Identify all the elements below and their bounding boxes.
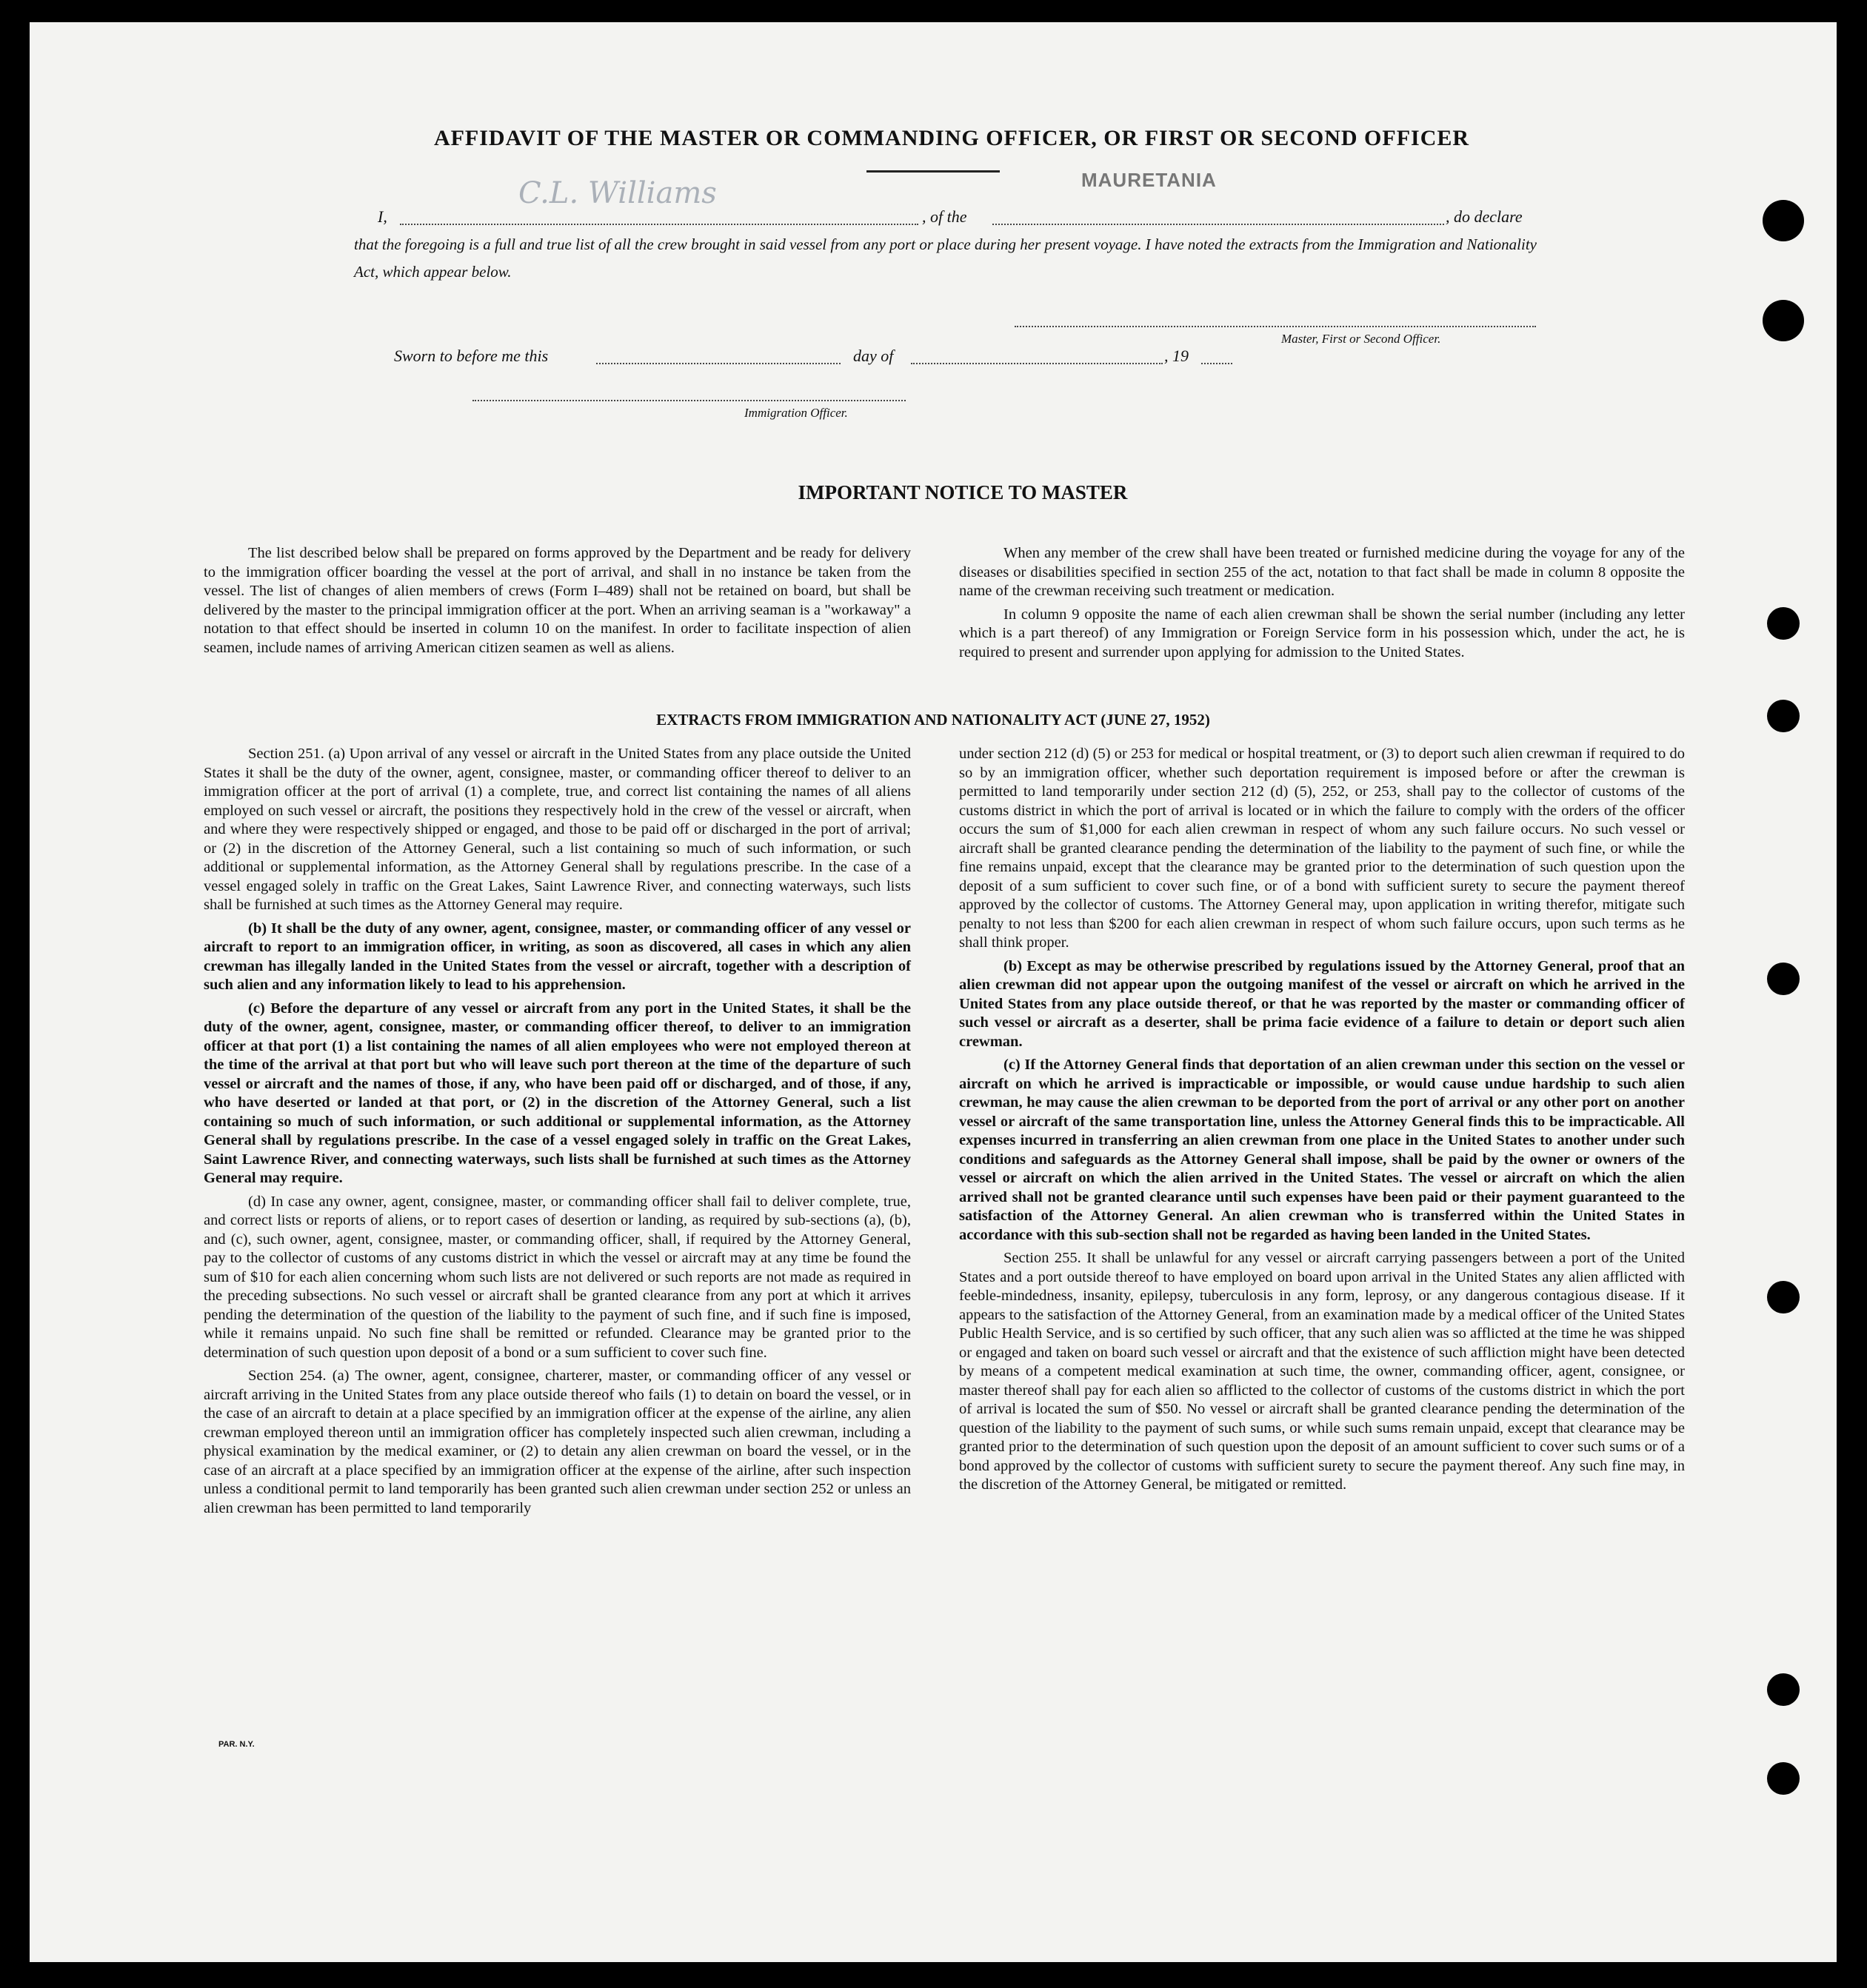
punch-hole [1767, 1281, 1800, 1313]
section-255: Section 255. It shall be unlawful for any vessel or aircraft carrying passengers between a port of the United States and a port outside thereof to have employed on board upon arrival in the United States any alien afflicted with feeble-mindedness, insanity, epilepsy, tuberculosis in any form, leprosy, or any dangerous contagious disease. If it appears to the satisfaction of the Attorney General, from an examination made by a medical officer of the United States Public Health Service, and is so certified by such officer, that any such alien was so afflicted at the time he was shipped or engaged and taken on board such vessel or aircraft and that the existence of such affliction might have been detected by means of a competent medical examination at such time, the owner, commanding officer, agent, consignee, or master thereof shall pay for each alien so afflicted to the collector of customs of the customs district in which the port of arrival is located the sum of $50. No vessel or aircraft shall be granted clearance pending the determination of the question of the liability to the payment of such sums, or while such sums remain unpaid, except that clearance may be granted prior to the determination of such question upon the deposit of an amount sufficient to cover such sums or of a bond approved by the collector of customs with sufficient surety to secure the payment thereof. Any such fine may, in the discretion of the Attorney General, be mitigated or remitted. [959, 1250, 1685, 1493]
i-label: I, [378, 207, 387, 226]
extracts-title: EXTRACTS FROM IMMIGRATION AND NATIONALITY ACT (JUNE 27, 1952) [656, 711, 1210, 729]
of-the-label: , of the [922, 207, 967, 226]
section-254c: (c) If the Attorney General finds that deportation of an alien crewman under this section on the vessel or aircraft on which he arrived is impracticable or impossible, or would cause undue hardship to such alien crewman, he may cause the alien crewman to be deported from the port of arrival or any other port on another vessel or aircraft of the same transportation line, unless the Attorney General finds this to be impracticable. All expenses incurred in transferring an alien crewman from one place in the United States to another under such conditions and safeguards as the Attorney General shall impose, shall be paid by the owner or owners of the vessel or aircraft on which the alien arrived in the United States. The vessel or aircraft on which the alien arrived shall not be granted clearance until such expenses have been paid or their payment guaranteed to the satisfaction of the Attorney General. An alien crewman who is transferred within the United States in accordance with this sub-section shall not be regarded as having been landed in the United States. [959, 1057, 1685, 1243]
punch-hole [1767, 700, 1800, 732]
officer-signature-line [472, 400, 906, 401]
section-254b: (b) Except as may be otherwise prescribed by regulations issued by the Attorney General, proof that an alien crewman did not appear upon the outgoing manifest of the vessel or aircraft on which he arrived in the United States from any place outside thereof, or that he was reported by the master or commanding officer of such vessel or aircraft as a deserter, shall be prima facie evidence of a failure to detain or deport such alien crewman. [959, 957, 1685, 1050]
notice-left-column [204, 544, 911, 662]
title-rule [866, 170, 1000, 173]
section-251d: (d) In case any owner, agent, consignee, master, or commanding officer shall fail to deliver complete, true, and correct lists or reports of aliens, or to report cases of desertion or landing, as required by sub-sections (a), (b), and (c), such owner, agent, consignee, master, or commanding officer, shall, if required by the Attorney General, pay to the collector of customs of any customs district in which the vessel or aircraft may at any time be found the sum of $10 for each alien concerning whom such lists are not delivered or such reports are not made as required in the preceding subsections. No such vessel or aircraft shall be granted clearance from any port at which it arrives pending the determination of the question of the liability to the payment of such fine, and if such fine is imposed, while it remains unpaid. No such fine shall be remitted or refunded. Clearance may be granted prior to the determination of such question upon deposit of a bond or a sum sufficient to cover such fine. [204, 1193, 911, 1361]
sworn-label: Sworn to before me this [394, 347, 549, 365]
notice-paragraph: When any member of the crew shall have been treated or furnished medicine during the voyage for any of the diseases or disabilities specified in section 255 of the act, notation to that fact shall be made in column 8 opposite the name of the crewman receiving such treatment or medication. [959, 545, 1685, 599]
extracts-right-column [959, 745, 1685, 1499]
punch-hole [1763, 300, 1804, 341]
sworn-day-blank [596, 363, 841, 364]
notice-paragraph: The list described below shall be prepared on forms approved by the Department and be ready for delivery to the immigration officer boarding the vessel at the port of arrival, and shall in no instance be taken from the vessel. The list of changes of alien members of crews (Form I–489) shall not be retained on board, but shall be delivered by the master to the principal immigration officer at the port. When an arriving seaman is a "workaway" a notation to that effect should be inserted in column 10 on the manifest. In order to facilitate inspection of alien seamen, include names of arriving American citizen seamen as well as aliens. [204, 545, 911, 656]
vessel-blank [992, 224, 1444, 225]
punch-hole [1763, 200, 1804, 241]
document-page [30, 22, 1837, 1962]
master-signature-line [1015, 326, 1536, 327]
do-declare-label: , do declare [1446, 207, 1523, 226]
day-of-label: day of [853, 347, 894, 365]
vessel-name-stamp: MAURETANIA [1081, 169, 1217, 191]
officer-caption: Immigration Officer. [744, 406, 848, 420]
year-blank [1201, 363, 1232, 364]
punch-hole [1767, 1673, 1800, 1706]
notice-paragraph: In column 9 opposite the name of each alien crewman shall be shown the serial number (including any letter which is a part thereof) of any Immigration or Foreign Service form in his possession which, under the act, he is required to present and surrender upon applying for admission to the United States. [959, 606, 1685, 660]
handwritten-signature: C.L. Williams [518, 176, 717, 210]
printer-imprint: PAR. N.Y. [218, 1740, 255, 1749]
affidavit-title: AFFIDAVIT OF THE MASTER OR COMMANDING OFFICER, OR FIRST OR SECOND OFFICER [433, 126, 1470, 150]
section-251b: (b) It shall be the duty of any owner, agent, consignee, master, or commanding officer of any vessel or aircraft to report to an immigration officer, in writing, as soon as discovered, all cases in which any alien crewman has illegally landed in the United States from the vessel or aircraft, together with a description of such alien and any information likely to lead to his apprehension. [204, 920, 911, 993]
master-caption: Master, First or Second Officer. [1281, 332, 1441, 346]
notice-right-column [959, 544, 1685, 666]
notice-title: IMPORTANT NOTICE TO MASTER [798, 481, 1128, 503]
declaration-text: that the foregoing is a full and true list of all the crew brought in said vessel from any port or place during her present voyage. I have noted the extracts from the Immigration and Nationality Act, which appear below. [354, 235, 1537, 281]
name-blank [400, 224, 918, 225]
section-251a: Section 251. (a) Upon arrival of any vessel or aircraft in the United States from any place outside the United States it shall be the duty of the owner, agent, consignee, master, or commanding officer thereof to deliver to an immigration officer at the port of arrival (1) a complete, true, and correct list containing the names of all aliens employed on such vessel or aircraft, the positions they respectively hold in the crew of the vessel or aircraft, when and where they were respectively shipped or engaged, and those to be paid off or discharged in the port of arrival; or (2) in the discretion of the Attorney General, such a list containing so much of such information, or such additional or supplemental information, as the Attorney General shall by regulations prescribe. In the case of a vessel engaged solely in traffic on the Great Lakes, Saint Lawrence River, and connecting waterways, such lists shall be furnished at such times as the Attorney General may require. [204, 746, 911, 913]
section-254a-continued: under section 212 (d) (5) or 253 for medical or hospital treatment, or (3) to deport such alien crewman if required to do so by an immigration officer, whether such deportation requirement is imposed before or after the crewman is permitted to land temporarily under section 212 (d) (5), 252, or 253, shall pay to the collector of customs of the customs district in which the port of arrival is located or in which the failure to comply with the orders of the officer occurs the sum of $1,000 for each alien crewman in respect of whom any such failure occurs. No such vessel or aircraft shall be granted clearance pending the determination of the liability to the payment of such fine, or while the fine remains unpaid, except that the clearance may be granted prior to the determination of such question upon the deposit of a sum sufficient to cover such fine, or of a bond with sufficient surety to secure the payment thereof approved by the collector of customs. The Attorney General may, upon application in writing therefor, mitigate such penalty to not less than $200 for each alien crewman in respect of whom such failure occurs, upon such terms as he shall think proper. [959, 746, 1685, 951]
year-label: , 19 [1164, 347, 1189, 365]
section-254a: Section 254. (a) The owner, agent, consignee, charterer, master, or commanding officer of any vessel or aircraft arriving in the United States from any place outside thereof who fails (1) to detain on board the vessel, or in the case of an aircraft to detain at a place specified by an immigration officer at the expense of the airline, any alien crewman employed thereon until an immigration officer has completely inspected such alien crewman, including a physical examination by the medical examiner, or (2) to detain any alien crewman on board the vessel, or in the case of an aircraft at a place specified by an immigration officer at the expense of the airline, after such inspection unless a conditional permit to land temporarily has been granted such alien crewman under section 252 or unless an alien crewman has been permitted to land temporarily [204, 1368, 911, 1516]
punch-hole [1767, 1762, 1800, 1795]
punch-hole [1767, 607, 1800, 640]
section-251c: (c) Before the departure of any vessel or aircraft from any port in the United States, it shall be the duty of the owner, agent, consignee, master, or commanding officer thereof, to deliver to an immigration officer at that port (1) a list containing the names of all alien employees who were not employed thereon at the time of the arrival at that port but who will leave such port thereon at the time of the departure of such vessel or aircraft and the names of those, if any, who have been paid off or discharged, and of those, if any, who have deserted or landed at that port, or (2) in the discretion of the Attorney General, such a list containing so much of such information, or such additional or supplemental information, as the Attorney General shall by regulations prescribe. In the case of a vessel engaged solely in traffic on the Great Lakes, Saint Lawrence River, and connecting waterways, such lists shall be furnished at such times as the Attorney General may require. [204, 1000, 911, 1186]
punch-hole [1767, 963, 1800, 995]
month-blank [911, 363, 1163, 364]
extracts-left-column [204, 745, 911, 1522]
